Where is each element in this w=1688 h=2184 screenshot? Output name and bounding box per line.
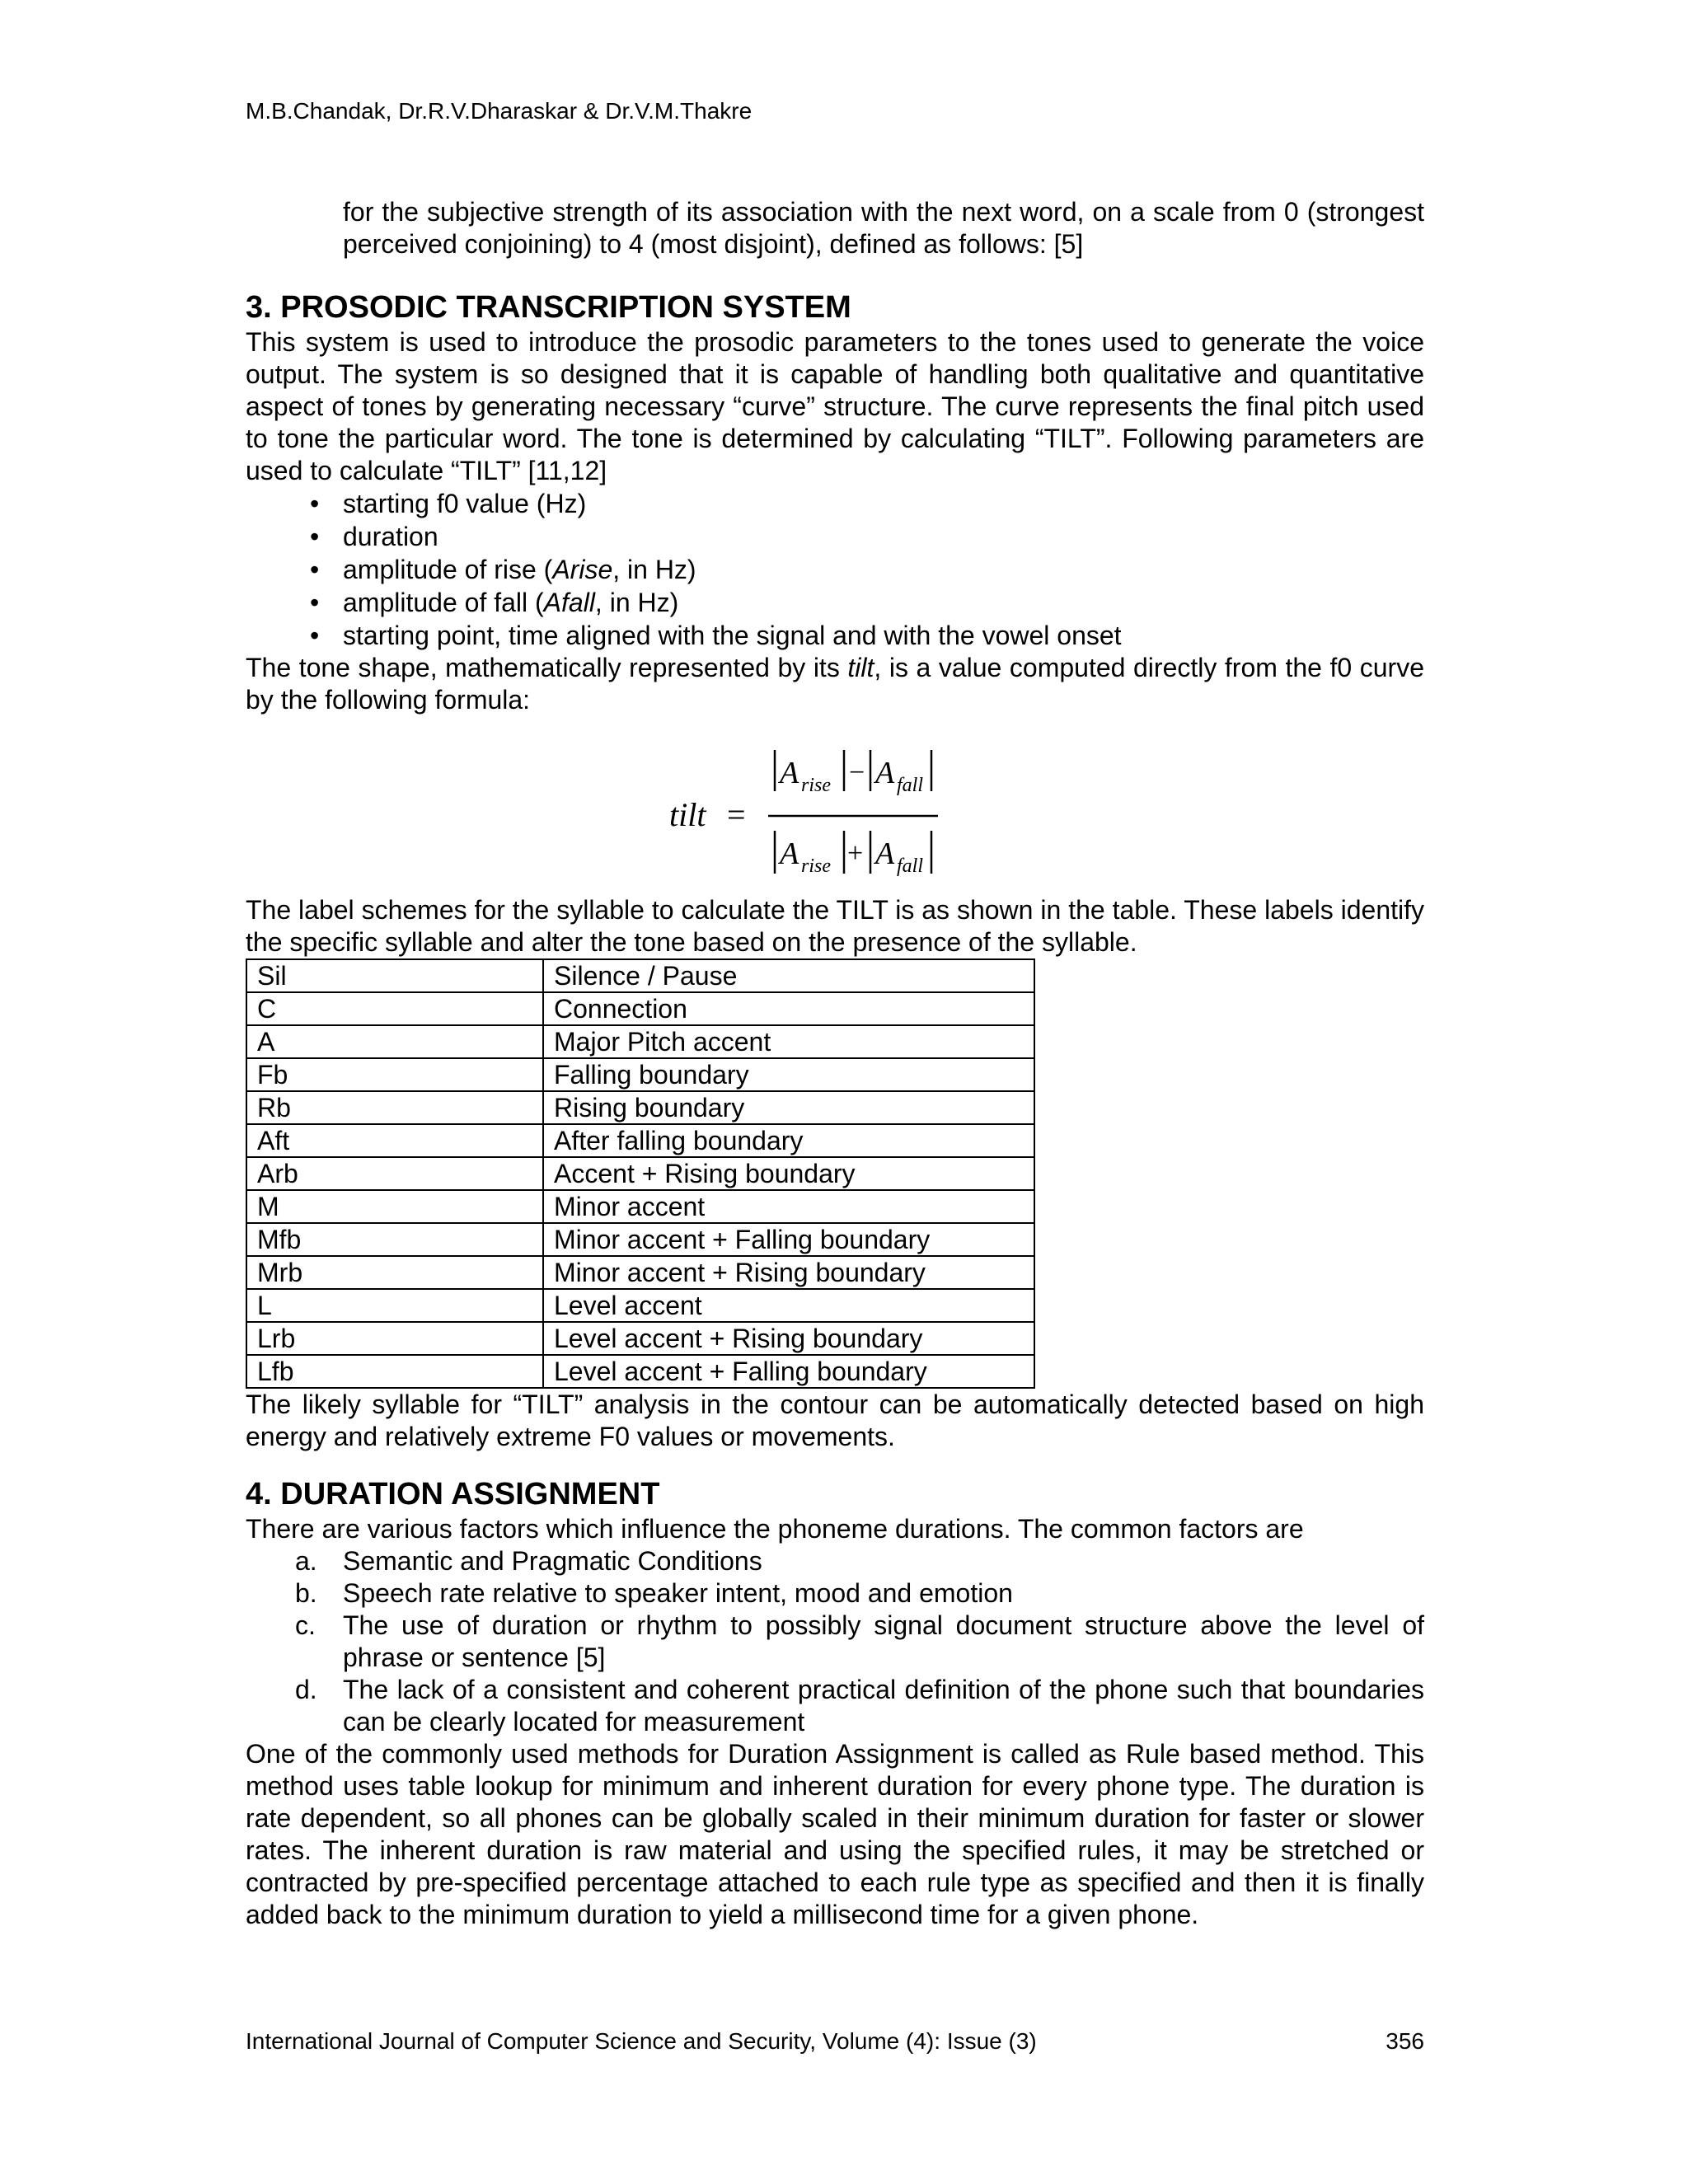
label-code: L bbox=[246, 1289, 543, 1322]
page-footer bbox=[246, 2027, 1424, 2055]
formula-equals: = bbox=[727, 796, 746, 833]
table-row bbox=[246, 1157, 1034, 1190]
formula-rise-sub-bottom: rise bbox=[801, 855, 831, 877]
label-code: C bbox=[246, 992, 543, 1025]
formula-fall-sub-top: fall bbox=[897, 775, 924, 796]
label-code: Lrb bbox=[246, 1322, 543, 1355]
section-3-paragraph-2: The tone shape, mathematically represented by its tilt, is a value computed directly from the f0 curve by the following formula: bbox=[246, 653, 1425, 715]
list-item: d. The lack of a consistent and coherent practical definition of the phone such that boundaries can be clearly located for measurement bbox=[295, 1675, 1424, 1736]
label-meaning: Major Pitch accent bbox=[543, 1025, 1034, 1058]
bullet-icon: • bbox=[310, 555, 320, 584]
label-meaning: Minor accent bbox=[543, 1190, 1034, 1223]
intro-paragraph: for the subjective strength of its association with the next word, on a scale from 0 (strongest perceived conjoining) to 4 (most disjoint), defined as follows: [5] bbox=[343, 197, 1424, 259]
label-meaning: Rising boundary bbox=[543, 1091, 1034, 1124]
label-code: A bbox=[246, 1025, 543, 1058]
formula-a-rise-bottom: A bbox=[780, 837, 799, 871]
page-number: 356 bbox=[1386, 2028, 1424, 2054]
label-meaning: Minor accent + Falling boundary bbox=[543, 1223, 1034, 1256]
list-item: c. The use of duration or rhythm to possibly signal document structure above the level of phrase or sentence [5] bbox=[295, 1610, 1424, 1672]
bullet-icon: • bbox=[310, 522, 320, 551]
label-meaning: Falling boundary bbox=[543, 1058, 1034, 1091]
table-row bbox=[246, 1058, 1034, 1091]
formula-a-fall-top: A bbox=[875, 756, 895, 790]
table-row bbox=[246, 1256, 1034, 1289]
list-item: • amplitude of fall (Afall, in Hz) bbox=[310, 588, 679, 617]
label-code: Aft bbox=[246, 1124, 543, 1157]
label-meaning: Minor accent + Rising boundary bbox=[543, 1256, 1034, 1289]
table-row bbox=[246, 1355, 1034, 1388]
running-header: M.B.Chandak, Dr.R.V.Dharaskar & Dr.V.M.Thakre bbox=[246, 98, 753, 124]
label-meaning: Accent + Rising boundary bbox=[543, 1157, 1034, 1190]
list-item: • starting f0 value (Hz) bbox=[310, 489, 587, 518]
tilt-parameter-list bbox=[246, 487, 1424, 652]
formula-a-fall-bottom: A bbox=[875, 837, 895, 871]
table-row bbox=[246, 1322, 1034, 1355]
label-code: M bbox=[246, 1190, 543, 1223]
label-code: Mrb bbox=[246, 1256, 543, 1289]
section-4 bbox=[246, 1475, 1424, 1931]
label-code: Mfb bbox=[246, 1223, 543, 1256]
label-code: Fb bbox=[246, 1058, 543, 1091]
list-item: • amplitude of rise (Arise, in Hz) bbox=[310, 555, 696, 584]
section-3 bbox=[246, 288, 1424, 716]
label-code: Sil bbox=[246, 959, 543, 992]
list-item: • starting point, time aligned with the signal and with the vowel onset bbox=[310, 621, 1122, 650]
section-3-continued bbox=[246, 894, 1424, 1453]
table-row bbox=[246, 992, 1034, 1025]
section-3-heading: 3. PROSODIC TRANSCRIPTION SYSTEM bbox=[246, 290, 851, 325]
section-4-paragraph-2: One of the commonly used methods for Duration Assignment is called as Rule based method. This method uses table lookup for minimum and inherent duration for every phone type. The duration is rate dependent, so all phones can be globally scaled in their minimum duration for faster or slower rates. The inherent duration is raw material and using the specified rules, it may be stretched or contracted by pre-specified percentage attached to each rule type as specified and then it is finally added back to the minimum duration to yield a millisecond time for a given phone. bbox=[246, 1739, 1424, 1929]
section-3-paragraph-4: The likely syllable for “TILT” analysis in the contour can be automatically detected based on high energy and relatively extreme F0 values or movements. bbox=[246, 1390, 1424, 1451]
label-meaning: Connection bbox=[543, 992, 1034, 1025]
list-item: a. Semantic and Pragmatic Conditions bbox=[295, 1546, 762, 1576]
table-row bbox=[246, 1223, 1034, 1256]
tilt-formula bbox=[669, 740, 999, 888]
label-meaning: Level accent + Rising boundary bbox=[543, 1322, 1034, 1355]
intro-block bbox=[246, 196, 1424, 260]
table-row bbox=[246, 1025, 1034, 1058]
bullet-icon: • bbox=[310, 588, 320, 617]
label-code: Arb bbox=[246, 1157, 543, 1190]
label-meaning: Level accent bbox=[543, 1289, 1034, 1322]
section-3-paragraph-1: This system is used to introduce the prosodic parameters to the tones used to generate the voice output. The system is so designed that it is capable of handling both qualitative and quantitative aspect of tones by generating necessary “curve” structure. The curve represents the final pitch used to tone the particular word. The tone is determined by calculating “TILT”. Following parameters are used to calculate “TILT” [11,12] bbox=[246, 327, 1424, 485]
label-meaning: After falling boundary bbox=[543, 1124, 1034, 1157]
section-3-paragraph-3: The label schemes for the syllable to calculate the TILT is as shown in the table. These labels identify the specific syllable and alter the tone based on the presence of the syllable. bbox=[246, 895, 1424, 957]
section-4-paragraph-1: There are various factors which influence the phoneme durations. The common factors are bbox=[246, 1514, 1304, 1544]
formula-fall-sub-bottom: fall bbox=[897, 855, 924, 877]
label-meaning: Silence / Pause bbox=[543, 959, 1034, 992]
table-row bbox=[246, 1091, 1034, 1124]
tilt-label-table bbox=[246, 958, 1035, 1389]
formula-plus: + bbox=[847, 838, 864, 869]
table-row bbox=[246, 959, 1034, 992]
duration-factor-list bbox=[246, 1545, 1424, 1738]
label-code: Lfb bbox=[246, 1355, 543, 1388]
table-row bbox=[246, 1124, 1034, 1157]
list-item: • duration bbox=[310, 522, 438, 551]
formula-minus: − bbox=[849, 757, 865, 788]
label-code: Rb bbox=[246, 1091, 543, 1124]
journal-citation: International Journal of Computer Science and Security, Volume (4): Issue (3) bbox=[246, 2028, 1037, 2054]
formula-rise-sub-top: rise bbox=[801, 775, 831, 796]
list-item: b. Speech rate relative to speaker intent, mood and emotion bbox=[295, 1578, 1013, 1608]
bullet-icon: • bbox=[310, 489, 320, 518]
bullet-icon: • bbox=[310, 621, 320, 650]
table-row bbox=[246, 1289, 1034, 1322]
table-row bbox=[246, 1190, 1034, 1223]
section-4-heading: 4. DURATION ASSIGNMENT bbox=[246, 1477, 660, 1511]
formula-lhs: tilt bbox=[669, 796, 706, 833]
formula-a-rise-top: A bbox=[780, 756, 799, 790]
label-meaning: Level accent + Falling boundary bbox=[543, 1355, 1034, 1388]
